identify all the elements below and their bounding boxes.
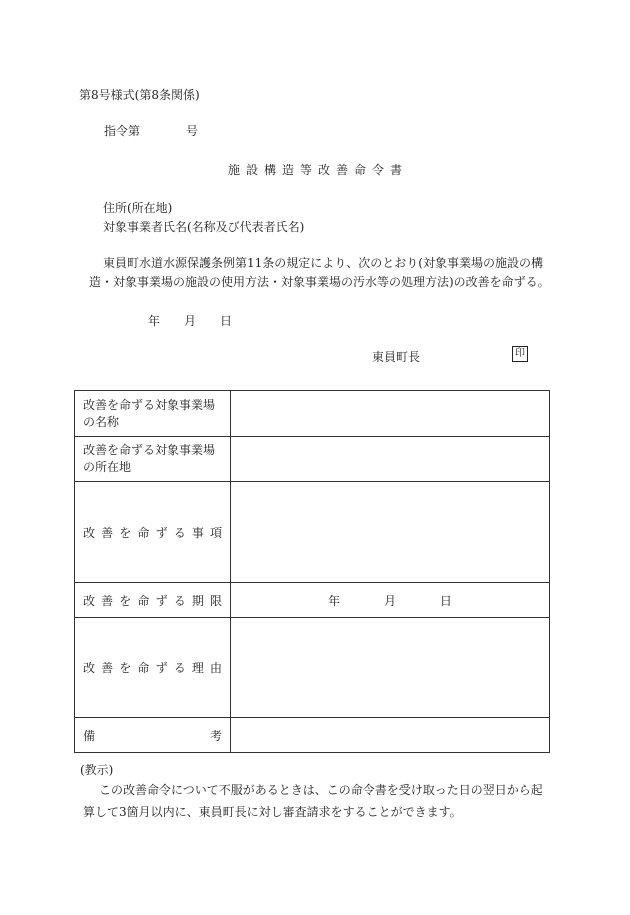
deadline-year: 年 bbox=[328, 593, 341, 608]
deadline-month: 月 bbox=[383, 593, 396, 608]
form-number: 第8号様式(第8条関係) bbox=[79, 88, 200, 102]
label-improvement-matters: 改 善 を 命 ず る 事 項 bbox=[75, 482, 231, 583]
command-number-prefix: 指令第 bbox=[104, 124, 141, 138]
table-row bbox=[75, 482, 550, 583]
date-month: 月 bbox=[184, 314, 197, 328]
table-row bbox=[75, 618, 550, 718]
order-details-table bbox=[74, 390, 550, 753]
notice-line2: 算して3箇月以内に、東員町長に対し審査請求をすることができます。 bbox=[83, 805, 462, 819]
issuer-name: 東員町長 bbox=[372, 350, 421, 364]
document-title: 施設構造等改善命令書 bbox=[228, 163, 409, 177]
value-improvement-deadline[interactable] bbox=[231, 583, 550, 618]
date-year: 年 bbox=[148, 314, 161, 328]
seal-mark: 印 bbox=[512, 346, 528, 362]
label-improvement-reason: 改 善 を 命 ず る 理 由 bbox=[75, 618, 231, 718]
value-improvement-matters[interactable] bbox=[231, 482, 550, 583]
notice-line1: この改善命令について不服があるときは、この命令書を受け取った日の翌日から起 bbox=[99, 783, 543, 797]
command-number-suffix: 号 bbox=[186, 124, 199, 138]
date-day: 日 bbox=[220, 314, 233, 328]
body-text-line2: 造・対象事業場の施設の使用方法・対象事業場の汚水等の処理方法)の改善を命ずる。 bbox=[89, 275, 550, 289]
notice-heading: (教示) bbox=[80, 763, 114, 777]
deadline-day: 日 bbox=[439, 593, 452, 608]
label-remarks: 備 考 bbox=[75, 718, 231, 753]
recipient-name-label: 対象事業者氏名(名称及び代表者氏名) bbox=[103, 220, 305, 234]
table-row bbox=[75, 583, 550, 618]
value-facility-location[interactable] bbox=[231, 437, 550, 482]
value-remarks[interactable] bbox=[231, 718, 550, 753]
address-label: 住所(所在地) bbox=[103, 201, 173, 215]
table-row bbox=[75, 391, 550, 437]
table-row bbox=[75, 718, 550, 753]
table-row bbox=[75, 437, 550, 482]
notice-text bbox=[83, 779, 553, 823]
value-facility-name[interactable] bbox=[231, 391, 550, 437]
value-improvement-reason[interactable] bbox=[231, 618, 550, 718]
label-facility-name: 改善を命ずる対象事業場 の名称 bbox=[75, 391, 231, 437]
body-text-line1: 東員町水道水源保護条例第11条の規定により、次のとおり(対象事業場の施設の構 bbox=[103, 256, 543, 270]
label-improvement-deadline: 改 善 を 命 ず る 期 限 bbox=[75, 583, 231, 618]
label-facility-location: 改善を命ずる対象事業場 の所在地 bbox=[75, 437, 231, 482]
